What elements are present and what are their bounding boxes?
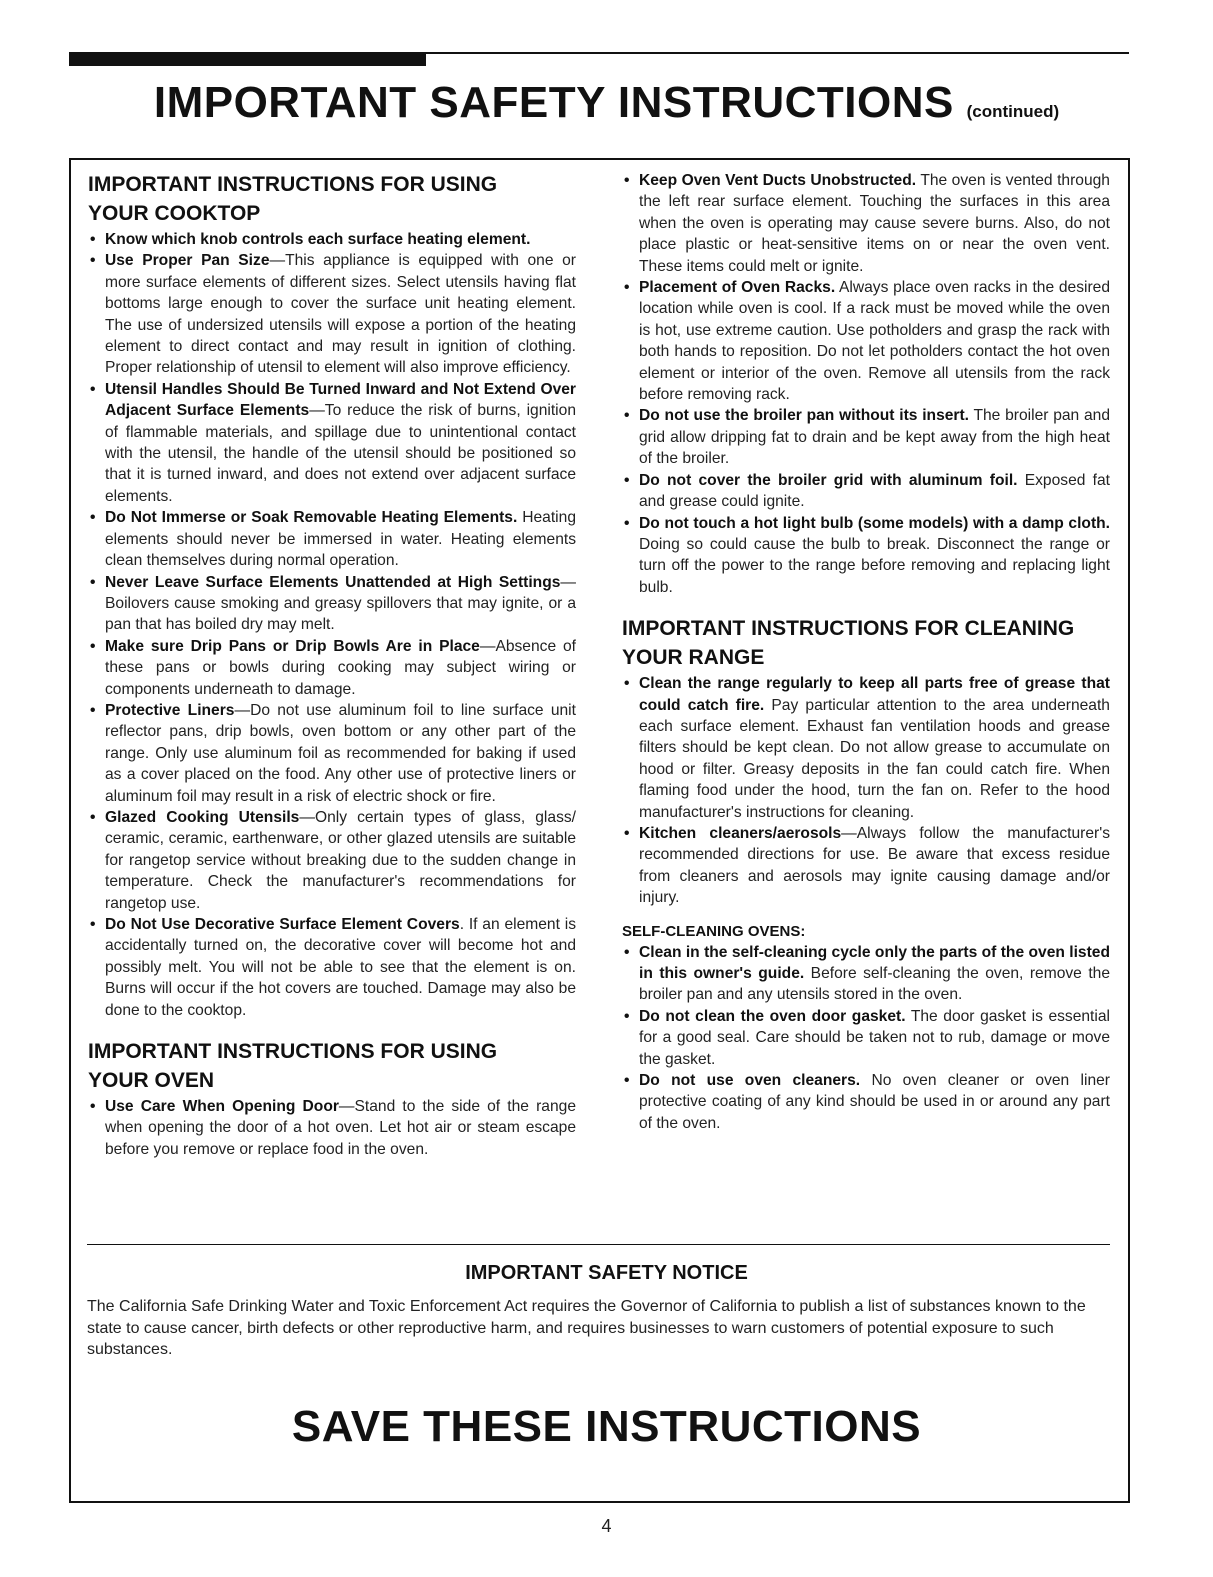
list-item-bold: Use Proper Pan Size [105, 252, 270, 270]
list-item [88, 507, 576, 571]
list-item [88, 914, 576, 1021]
list-item-text: —Boilovers cause smoking and greasy spillovers that may ignite, or a pan that has boiled dry may melt. [105, 573, 576, 634]
list-item-text: —To reduce the risk of burns, ignition of flammable materials, and spillage due to unintentional contact with the utensil, the handle of the utensil should be positioned so that it is turned inward, and does not extend over adjacent surface elements. [105, 402, 576, 505]
list-item-text: Before self-cleaning the oven, remove the broiler pan and any utensils stored in the oven. [639, 965, 1110, 1004]
cooktop-heading-line2: YOUR COOKTOP [88, 202, 261, 225]
page-title [0, 78, 1213, 128]
list-item [88, 229, 576, 250]
list-item-bold: Do not cover the broiler grid with aluminum foil. [639, 471, 1018, 489]
list-item [622, 513, 1110, 599]
cleaning-list [622, 673, 1110, 908]
list-item [88, 636, 576, 700]
list-item-text: Pay particular attention to the area underneath each surface element. Exhaust fan ventilation hoods and grease filters should be kept clean. Do not allow grease to accumulate on hood or filter. Greasy deposits in the fan could catch fire. When flaming food under the hood, turn the fan on. Refer to the hood manufacturer's instructions for cleaning. [639, 696, 1110, 821]
list-item-bold: Never Leave Surface Elements Unattended at High Settings [105, 573, 561, 591]
list-item [622, 170, 1110, 277]
list-item-bold: Use Care When Opening Door [105, 1098, 339, 1116]
list-item-bold: Protective Liners [105, 701, 235, 719]
oven-right-list [622, 170, 1110, 598]
list-item-text: Doing so could cause the bulb to break. Disconnect the range or turn off the power to the range before removing and replacing light bulb. [639, 535, 1110, 596]
list-item-text: Always place oven racks in the desired location while oven is cool. If a rack must be moved while the oven is hot, use extreme caution. Use potholders and grasp the rack with both hands to reposition. Do not let potholders contact the hot oven element or interior of the oven. Remove all utensils from the rack before removing rack. [639, 279, 1110, 404]
list-item [88, 700, 576, 807]
oven-heading-line2: YOUR OVEN [88, 1069, 215, 1093]
save-instructions-title: SAVE THESE INSTRUCTIONS [291, 1402, 922, 1451]
notice-divider [87, 1244, 1110, 1245]
list-item [88, 1096, 576, 1160]
list-item [622, 405, 1110, 469]
list-item [622, 1006, 1110, 1070]
list-item-bold: Utensil Handles Should Be Turned Inward and Not Extend Over Adjacent Surface Elements [105, 380, 576, 420]
list-item [622, 470, 1110, 513]
cooktop-heading-line1: IMPORTANT INSTRUCTIONS FOR USING [88, 173, 498, 196]
list-item-bold: Know which knob controls each surface heating element. [105, 231, 531, 248]
page-number: 4 [601, 1516, 612, 1536]
list-item [622, 1070, 1110, 1134]
list-item-bold: Do not clean the oven door gasket. [639, 1007, 906, 1025]
list-item-text: —Do not use aluminum foil to line surface unit reflector pans, drip bowls, oven bottom or any other part of the range. Only use aluminum foil as recommended for baking if used as a cover placed on the food. Any other use of protective liners or aluminum foil may result in a risk of electric shock or fire. [105, 701, 576, 805]
list-item-text: The oven is vented through the left rear surface element. Touching the surfaces in this area when the oven is operating may cause severe burns. Also, do not place plastic or heat-sensitive items on or near the oven vent. These items could melt or ignite. [639, 172, 1110, 275]
list-item-text: —Always follow the manufacturer's recommended directions for use. Be aware that excess residue from cleaners and aerosols may ignite causing damage and/or injury. [639, 824, 1110, 907]
list-item-text: —Only certain types of glass, glass/ ceramic, ceramic, earthenware, or other glazed utensils are suitable for rangetop service without breaking due to the sudden change in temperature. Check the manufacturer's recommendations for rangetop use. [105, 808, 576, 912]
list-item-text: —Absence of these pans or bowls during cooking may subject wiring or components underneath to damage. [105, 637, 576, 698]
list-item [622, 673, 1110, 823]
list-item [622, 823, 1110, 909]
list-item-text: The door gasket is essential for a good seal. Care should be taken not to rub, damage or move the gasket. [639, 1007, 1110, 1068]
list-item-bold: Do not use the broiler pan without its insert. [639, 407, 970, 425]
list-item [88, 807, 576, 914]
oven-list [88, 1096, 576, 1160]
list-item-text: . If an element is accidentally turned on, the decorative cover will become hot and possibly melt. You will not be able to see that the element is on. Burns will occur if the hot covers are touched. Damage may also be done to the cooktop. [105, 916, 576, 1019]
continued-label: (continued) [966, 102, 1060, 121]
list-item-text: No oven cleaner or oven liner protective coating of any kind should be used in or around any part of the oven. [639, 1072, 1110, 1132]
list-item-text: Exposed fat and grease could ignite. [639, 471, 1110, 511]
list-item [622, 277, 1110, 405]
cleaning-heading [622, 614, 1110, 672]
list-item [88, 572, 576, 636]
page-title-text: IMPORTANT SAFETY INSTRUCTIONS [153, 78, 954, 127]
list-item-bold: Do Not Use Decorative Surface Element Covers [105, 916, 460, 933]
list-item [622, 942, 1110, 1006]
list-item-bold: Clean in the self-cleaning cycle only the parts of the oven listed in this owner's guide. [639, 943, 1110, 982]
cooktop-heading [88, 170, 576, 228]
list-item-bold: Do not use oven cleaners. [639, 1072, 861, 1090]
list-item-bold: Kitchen cleaners/aerosols [639, 824, 842, 842]
list-item-text: —Stand to the side of the range when opening the door of a hot oven. Let hot air or steam escape before you remove or replace food in the oven. [105, 1098, 576, 1158]
list-item-bold: Clean the range regularly to keep all parts free of grease that could catch fire. [639, 675, 1110, 714]
list-item-bold: Placement of Oven Racks. [639, 279, 836, 297]
list-item-bold: Do not touch a hot light bulb (some models) with a damp cloth. [639, 514, 1110, 532]
list-item-text: The broiler pan and grid allow dripping fat to drain and be kept away from the high heat of the broiler. [639, 407, 1110, 468]
self-cleaning-heading: SELF-CLEANING OVENS: [622, 922, 806, 940]
notice-title: IMPORTANT SAFETY NOTICE [465, 1262, 748, 1284]
list-item-bold: Keep Oven Vent Ducts Unobstructed. [639, 172, 917, 189]
header-rule-thick [69, 54, 426, 66]
left-column [88, 170, 576, 1160]
list-item [88, 379, 576, 507]
cleaning-heading-line1: IMPORTANT INSTRUCTIONS FOR CLEANING [622, 617, 1075, 641]
self-cleaning-list [622, 942, 1110, 1135]
cleaning-heading-line2: YOUR RANGE [622, 646, 765, 670]
list-item [88, 250, 576, 378]
right-column [622, 170, 1110, 1134]
list-item-text: —This appliance is equipped with one or more surface elements of different sizes. Select utensils having flat bottoms large enough to cover the surface unit heating element. The use of undersized utensils will expose a portion of the heating element to direct contact and may result in ignition of clothing. Proper relationship of utensil to element will also improve efficiency. [105, 252, 577, 377]
notice-text: The California Safe Drinking Water and Toxic Enforcement Act requires the Governor of California to publish a list of substances known to the state to cause cancer, birth defects or other reproductive harm, and requires businesses to warn customers of potential exposure to such substances. [87, 1298, 1086, 1358]
list-item-text: Heating elements should never be immersed in water. Heating elements clean themselves during normal operation. [105, 509, 576, 570]
oven-heading [88, 1037, 576, 1095]
oven-heading-line1: IMPORTANT INSTRUCTIONS FOR USING [88, 1040, 498, 1064]
list-item-bold: Glazed Cooking Utensils [105, 808, 300, 826]
cooktop-list [88, 229, 576, 1021]
list-item-bold: Make sure Drip Pans or Drip Bowls Are in Place [105, 637, 480, 655]
list-item-bold: Do Not Immerse or Soak Removable Heating Elements. [105, 509, 518, 527]
